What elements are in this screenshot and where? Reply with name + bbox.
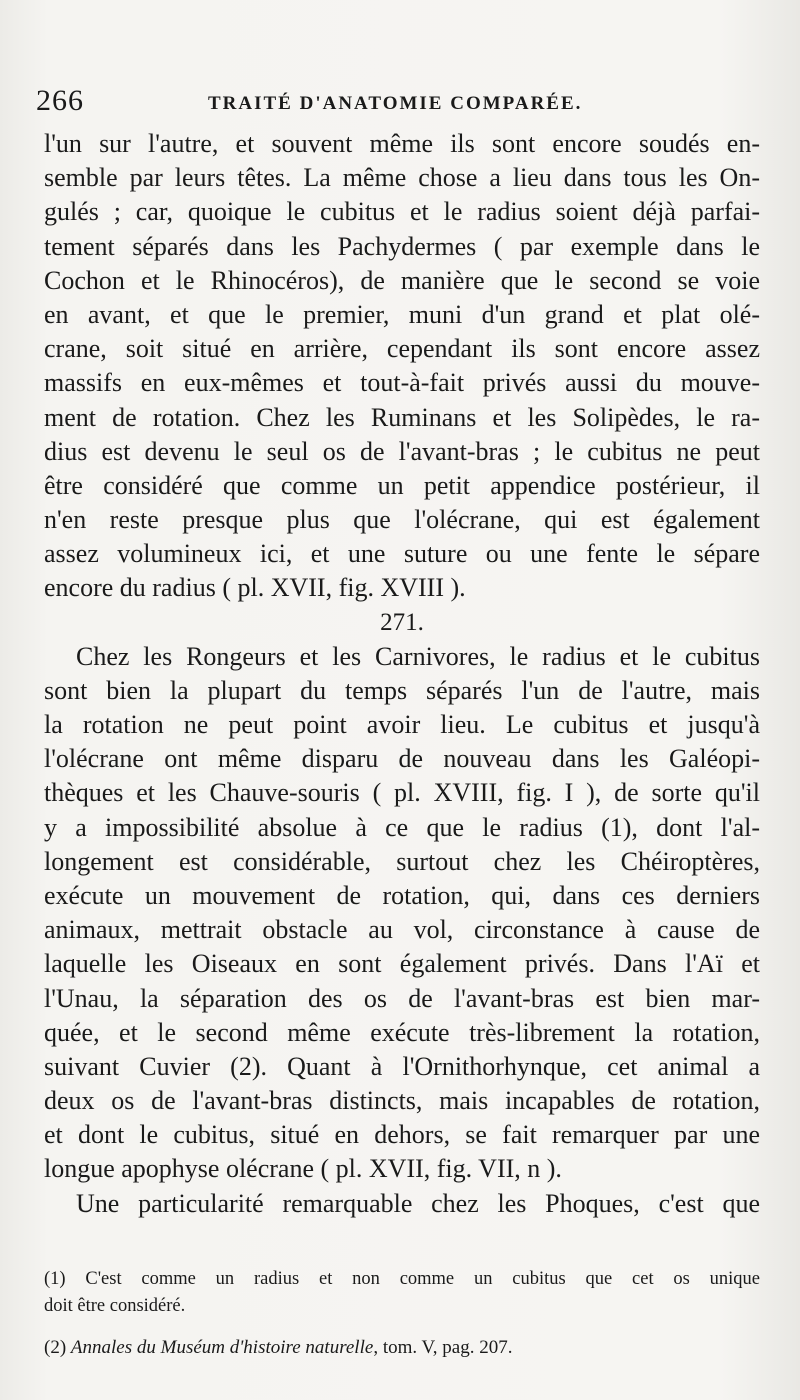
text-line: massifs en eux-mêmes et tout-à-fait privés aussi du mouve- [44, 368, 760, 398]
footnote-1: (1) C'est comme un radius et non comme un cubitus que cet os unique [44, 1269, 760, 1289]
body-text [44, 127, 760, 1221]
text-line: laquelle les Oiseaux en sont également privés. Dans l'Aï et [44, 949, 760, 979]
text-line: y a impossibilité absolue à ce que le radius (1), dont l'al- [44, 812, 760, 842]
text-line: Une particularité remarquable chez les Phoques, c'est que [76, 1188, 760, 1218]
text-line: suivant Cuvier (2). Quant à l'Ornithorhynque, cet animal a [44, 1051, 760, 1081]
text-line: tement séparés dans les Pachydermes ( par exemple dans le [44, 231, 760, 261]
footnote-2-suffix: , tom. V, pag. 207. [373, 1337, 513, 1358]
text-line: encore du radius ( pl. XVII, fig. XVIII ). [44, 573, 466, 603]
footnote-1-continuation: doit être considéré. [44, 1296, 186, 1316]
text-line: assez volumineux ici, et une suture ou une fente le sépare [44, 539, 760, 569]
text-line: sont bien la plupart du temps séparés l'un de l'autre, mais [44, 675, 760, 705]
footnote-2-prefix: (2) [44, 1337, 71, 1358]
page-header [36, 84, 756, 124]
section-number: 271. [380, 608, 424, 636]
page-number: 266 [36, 84, 84, 117]
text-line: exécute un mouvement de rotation, qui, dans ces derniers [44, 880, 760, 910]
text-line: et dont le cubitus, situé en dehors, se fait remarquer par une [44, 1120, 760, 1150]
footnote-2-title: Annales du Muséum d'histoire naturelle [70, 1337, 374, 1358]
text-line: ment de rotation. Chez les Ruminans et les Solipèdes, le ra- [44, 402, 760, 432]
text-line: l'un sur l'autre, et souvent même ils sont encore soudés en- [44, 129, 760, 158]
text-line: semble par leurs têtes. La même chose a lieu dans tous les On- [44, 163, 760, 193]
footnotes [44, 1266, 760, 1361]
text-line: Chez les Rongeurs et les Carnivores, le radius et le cubitus [76, 641, 760, 671]
text-line: l'olécrane ont même disparu de nouveau dans les Galéopi- [44, 744, 760, 774]
footnote-2 [44, 1334, 760, 1361]
text-line: la rotation ne peut point avoir lieu. Le cubitus et jusqu'à [44, 710, 760, 739]
running-head: TRAITÉ D'ANATOMIE COMPARÉE. [208, 93, 583, 114]
text-line: l'Unau, la séparation des os de l'avant-bras est bien mar- [44, 983, 760, 1013]
text-line: Cochon et le Rhinocéros), de manière que le second se voie [44, 265, 760, 295]
text-line: gulés ; car, quoique le cubitus et le radius soient déjà parfai- [44, 197, 760, 227]
text-line: quée, et le second même exécute très-librement la rotation, [44, 1017, 760, 1047]
text-line: thèques et les Chauve-souris ( pl. XVIII, fig. I ), de sorte qu'il [44, 778, 760, 808]
text-line: dius est devenu le seul os de l'avant-bras ; le cubitus ne peut [44, 436, 760, 466]
text-line: longement est considérable, surtout chez les Chéiroptères, [44, 846, 760, 876]
text-line: deux os de l'avant-bras distincts, mais incapables de rotation, [44, 1086, 760, 1116]
text-line: longue apophyse olécrane ( pl. XVII, fig. VII, n ). [44, 1154, 562, 1184]
text-line: n'en reste presque plus que l'olécrane, qui est également [44, 505, 760, 535]
text-line: crane, soit situé en arrière, cependant ils sont encore assez [44, 334, 760, 364]
text-line: être considéré que comme un petit appendice postérieur, il [44, 470, 760, 500]
text-line: animaux, mettrait obstacle au vol, circonstance à cause de [44, 915, 760, 945]
text-line: en avant, et que le premier, muni d'un grand et plat olé- [44, 299, 760, 329]
